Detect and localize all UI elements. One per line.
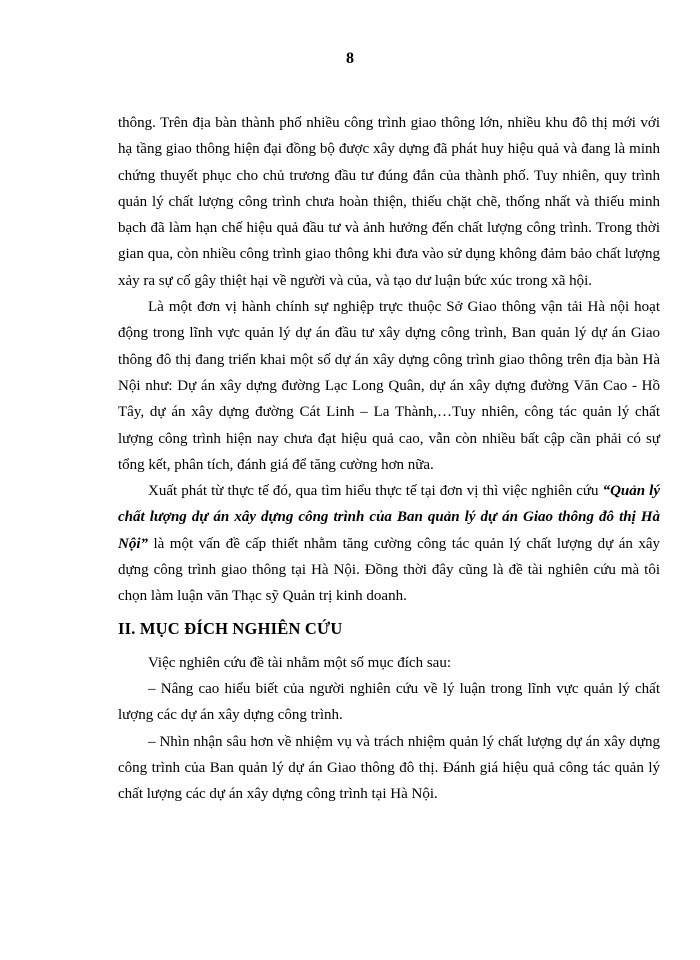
paragraph-2: Là một đơn vị hành chính sự nghiệp trực thuộc Sở Giao thông vận tải Hà nội hoạt động trong lĩnh vực quản lý dự án đầu tư xây dựng công trình, Ban quản lý dự án Giao thông đô thị đang triển khai một số dự án xây dựng công trình giao thông trên địa bàn Hà Nội như: Dự án xây dựng đường Lạc Long Quân, dự án xây dựng đường Văn Cao - Hồ Tây, dự án xây dựng đường Cát Linh – La Thành,…Tuy nhiên, công tác quản lý chất lượng công trình hiện nay chưa đạt hiệu quả cao, vẫn còn nhiều bất cập cần phải có sự tổng kết, phân tích, đánh giá để tăng cường hơn nữa. <box>118 299 660 473</box>
paragraph-3 <box>118 478 660 609</box>
paragraph-3-tail: là một vấn đề cấp thiết nhằm tăng cường công tác quản lý chất lượng dự án xây dựng công trình giao thông tại Hà Nội. Đồng thời đây cũng là đề tài nghiên cứu mà tôi chọn làm luận văn Thạc sỹ Quản trị kinh doanh. <box>118 535 660 605</box>
thesis-title: “Quản lý chất lượng dự án xây dựng công trình của Ban quản lý dự án Giao thông đô thị Hà Nội” <box>118 483 660 552</box>
page-number: 8 <box>346 50 354 67</box>
section-intro: Việc nghiên cứu đề tài nhằm một số mục đích sau: <box>148 654 451 671</box>
purpose-item-2: – Nhìn nhận sâu hơn về nhiệm vụ và trách nhiệm quản lý chất lượng dự án xây dựng công trình của Ban quản lý dự án Giao thông đô thị. Đánh giá hiệu quả công tác quản lý chất lượng các dự án xây dựng công trình tại Hà Nội. <box>118 733 660 803</box>
paragraph-1: thông. Trên địa bàn thành phố nhiều công trình giao thông lớn, nhiều khu đô thị mới với hạ tầng giao thông hiện đại đồng bộ được xây dựng đã phát huy hiệu quả và đang là minh chứng thuyết phục cho chủ trương đầu tư đúng đắn của thành phố. Tuy nhiên, quy trình quản lý chất lượng công trình chưa hoàn thiện, thiếu chặt chẽ, thống nhất và thiếu minh bạch đã làm hạn chế hiệu quả đầu tư và ảnh hưởng đến chất lượng công trình. Trong thời gian qua, còn nhiều công trình giao thông khi đưa vào sử dụng không đảm bảo chất lượng xảy ra sự cố gây thiệt hại về người và của, và tạo dư luận bức xúc trong xã hội. <box>118 115 660 289</box>
purpose-item-1: – Nâng cao hiểu biết của người nghiên cứu về lý luận trong lĩnh vực quản lý chất lượng các dự án xây dựng công trình. <box>118 680 660 724</box>
page-content <box>118 110 660 807</box>
paragraph-3-lead: Xuất phát từ thực tế đó, qua tìm hiểu thực tế tại đơn vị thì việc nghiên cứu <box>148 483 603 500</box>
section-heading: II. MỤC ĐÍCH NGHIÊN CỨU <box>118 618 343 638</box>
